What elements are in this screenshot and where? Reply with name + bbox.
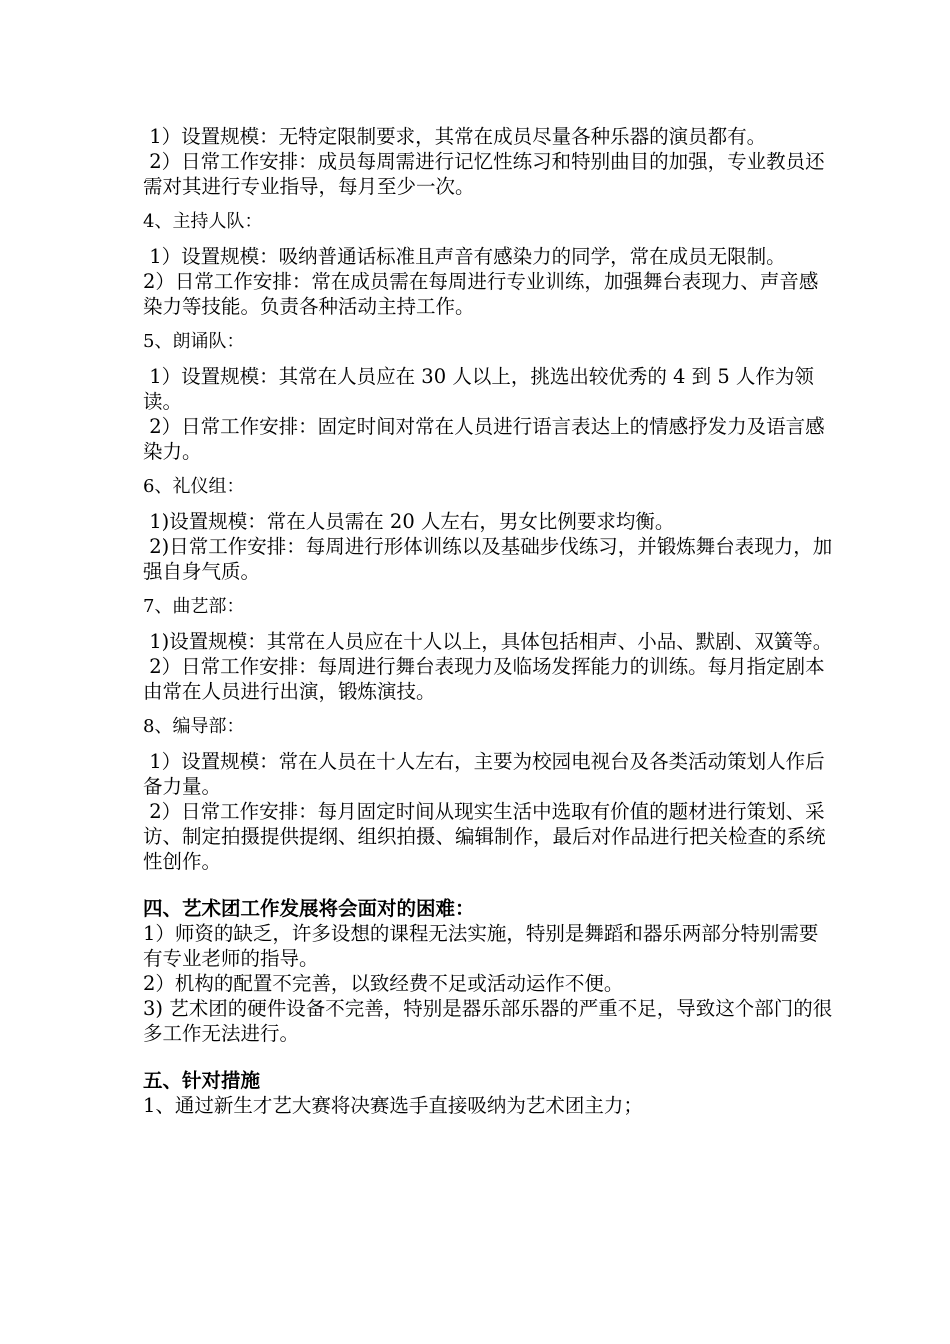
paragraph-host-scale: 1）设置规模：吸纳普通话标准且声音有感染力的同学，常在成员无限制。 — [143, 245, 786, 268]
heading-recitation-team: 5、朗诵队： — [143, 331, 245, 352]
section-5-item-1: 1、通过新生才艺大赛将决赛选手直接吸纳为艺术团主力； — [143, 1094, 643, 1117]
section-4-title: 四、艺术团工作发展将会面对的困难： — [143, 897, 475, 920]
heading-etiquette-group: 6、礼仪组： — [143, 476, 245, 497]
paragraph-quyi-scale: 1)设置规模：其常在人员应在十人以上，具体包括相声、小品、默剧、双簧等。 — [143, 630, 833, 653]
section-5-title: 五、针对措施 — [143, 1069, 261, 1092]
paragraph-band-scale: 1）设置规模：无特定限制要求，其常在成员尽量各种乐器的演员都有。 — [143, 125, 767, 148]
paragraph-directing-scale: 1）设置规模：常在人员在十人左右，主要为校园电视台及各类活动策划人作后备力量。 — [143, 750, 825, 798]
paragraph-quyi-schedule: 2）日常工作安排：每周进行舞台表现力及临场发挥能力的训练。每月指定剧本由常在人员进行出演，锻炼演技。 — [143, 655, 825, 703]
heading-host-team: 4、主持人队： — [143, 211, 263, 232]
paragraph-host-schedule: 2）日常工作安排：常在成员需在每周进行专业训练，加强舞台表现力、声音感染力等技能。负责各种活动主持工作。 — [143, 270, 819, 318]
section-4-item-3: 3) 艺术团的硬件设备不完善，特别是器乐部乐器的严重不足，导致这个部门的很多工作无法进行。 — [143, 997, 833, 1045]
paragraph-recitation-scale: 1）设置规模：其常在人员应在 30 人以上，挑选出较优秀的 4 到 5 人作为领读。 — [143, 365, 814, 413]
section-4-item-1: 1）师资的缺乏，许多设想的课程无法实施，特别是舞蹈和器乐两部分特别需要有专业老师的指导。 — [143, 922, 819, 970]
heading-quyi-dept: 7、曲艺部： — [143, 596, 245, 617]
paragraph-recitation-schedule: 2）日常工作安排：固定时间对常在人员进行语言表达上的情感抒发力及语言感染力。 — [143, 415, 825, 463]
paragraph-band-schedule: 2）日常工作安排：成员每周需进行记忆性练习和特别曲目的加强，专业教员还需对其进行专业指导，每月至少一次。 — [143, 150, 825, 198]
heading-directing-dept: 8、编导部： — [143, 716, 245, 737]
paragraph-etiquette-schedule: 2)日常工作安排：每周进行形体训练以及基础步伐练习，并锻炼舞台表现力，加强自身气质。 — [143, 535, 833, 583]
paragraph-etiquette-scale: 1)设置规模：常在人员需在 20 人左右，男女比例要求均衡。 — [143, 510, 675, 533]
paragraph-directing-schedule: 2）日常工作安排：每月固定时间从现实生活中选取有价值的题材进行策划、采访、制定拍摄提供提纲、组织拍摄、编辑制作，最后对作品进行把关检查的系统性创作。 — [143, 800, 826, 873]
document-page — [143, 124, 833, 1118]
section-4-item-2: 2）机构的配置不完善，以致经费不足或活动运作不便。 — [143, 972, 624, 995]
